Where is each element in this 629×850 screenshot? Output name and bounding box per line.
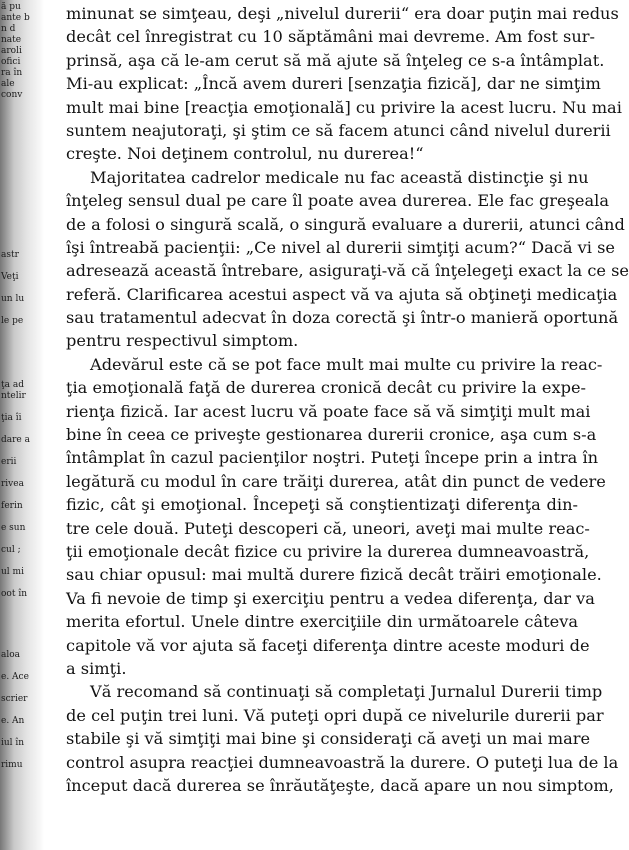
gutter-text-line: erii — [1, 457, 17, 467]
gutter-text-line: ferin — [1, 501, 23, 511]
text-line: capitole vă vor ajuta să faceţi diferenţa dintre aceste moduri de — [66, 635, 590, 655]
text-line: control asupra reacţiei dumneavoastră la durere. O puteţi lua de la — [66, 752, 619, 772]
gutter-text-line: Veţi — [1, 272, 19, 282]
gutter-text-fragment — [1, 250, 27, 327]
text-line: tre cele două. Puteţi descoperi că, uneori, aveţi mai multe reac- — [66, 518, 590, 538]
gutter-text-line: ul mi — [1, 567, 24, 577]
gutter-text-line: ţia îi — [1, 413, 22, 423]
gutter-text-line — [1, 261, 27, 272]
text-line: suntem neajutoraţi, şi ştim ce să facem atunci când nivelul durerii — [66, 120, 611, 140]
gutter-text-fragment — [1, 650, 27, 771]
paragraph — [66, 166, 629, 353]
gutter-text-line: ntelir — [1, 391, 26, 401]
gutter-text-line — [1, 578, 27, 589]
text-line: Vă recomand să continuaţi să completaţi Jurnalul Durerii timp — [90, 682, 603, 702]
text-line: mult mai bine [reacţia emoţională] cu privire la acest lucru. Nu mai — [66, 97, 622, 117]
text-line: înţeleg sensul dual pe care îl poate avea durerea. Ele fac greşeala — [66, 191, 609, 211]
text-line: îşi întreabă pacienţii: „Ce nivel al durerii simţiţi acum?“ Dacă vi se — [66, 237, 616, 257]
text-line: a simţi. — [66, 658, 127, 678]
paragraph — [66, 353, 606, 680]
gutter-text-line: e. An — [1, 716, 25, 726]
gutter-text-line: nate — [1, 35, 22, 45]
text-line: Va fi nevoie de timp şi exerciţiu pentru a vedea diferenţa, dar va — [66, 588, 595, 608]
gutter-text-line: n d — [1, 24, 16, 34]
text-line: început dacă durerea se înrăutăţeşte, dacă apare un nou simptom, — [66, 775, 614, 795]
gutter-text-line: ă pu — [1, 2, 21, 12]
gutter-text-line: e sun — [1, 523, 26, 533]
text-line: stabile şi vă simţiţi mai bine şi consideraţi că aveţi un mai mare — [66, 729, 591, 749]
text-line: minunat se simţeau, deşi „nivelul durerii“ era doar puţin mai redus — [66, 4, 619, 23]
gutter-text-line: cul ; — [1, 545, 21, 555]
gutter-text-line: aroli — [1, 46, 22, 56]
text-line: Adevărul este că se pot face mult mai multe cu privire la reac- — [90, 354, 603, 374]
gutter-text-line — [1, 402, 27, 413]
gutter-text-line: un lu — [1, 294, 25, 304]
gutter-text-fragment — [1, 2, 30, 101]
gutter-text-line: ra în — [1, 68, 23, 78]
text-line: pentru respectivul simptom. — [66, 331, 299, 351]
text-line: bine în ceea ce priveşte gestionarea durerii cronice, aşa cum s-a — [66, 425, 597, 445]
gutter-text-line — [1, 424, 27, 435]
text-line: sau tratamentul adecvat în doza corectă şi într-o manieră oportună — [66, 308, 619, 328]
page-text — [66, 2, 629, 797]
gutter-text-line — [1, 534, 27, 545]
text-line: legătură cu modul în care trăiţi durerea, atât din punct de vedere — [66, 471, 606, 491]
text-line: fizic, cât şi emoţional. Începeţi să conştientizaţi diferenţa din- — [66, 495, 578, 515]
gutter-text-line: aloa — [1, 650, 21, 660]
gutter-text-line: ţa ad — [1, 380, 24, 390]
gutter-text-line: scrier — [1, 694, 28, 704]
text-line: ţii emoţionale decât fizice cu privire la durerea dumneavoastră, — [66, 541, 590, 561]
gutter-text-line — [1, 283, 27, 294]
gutter-text-line — [1, 490, 27, 501]
gutter-text-line: iul în — [1, 738, 25, 748]
text-line: Mi-au explicat: „Încă avem dureri [senzaţia fizică], dar ne simţim — [66, 74, 601, 94]
gutter-text-line: oot în — [1, 589, 27, 599]
text-line: decât cel înregistrat cu 10 săptămâni mai devreme. Am fost sur- — [66, 27, 595, 47]
gutter-text-line: e. Ace — [1, 672, 29, 682]
text-line: adresează această întrebare, asiguraţi-vă că înţelegeţi exact la ce se — [66, 261, 629, 281]
paragraph — [66, 2, 622, 166]
gutter-text-line — [1, 749, 27, 760]
gutter-text-line — [1, 512, 27, 523]
text-line: merita efortul. Unele dintre exerciţiile din următoarele câteva — [66, 612, 578, 632]
text-line: prinsă, aşa că le-am cerut să mă ajute să înţeleg ce s-a întâmplat. — [66, 50, 605, 70]
gutter-text-line: ante b — [1, 13, 30, 23]
text-line: de a folosi o singură scală, o singură evaluare a durerii, atunci când — [66, 214, 625, 234]
text-line: de cel puţin trei luni. Vă puteţi opri după ce nivelurile durerii par — [66, 705, 604, 725]
paragraph — [66, 680, 619, 797]
text-line: sau chiar opusul: mai multă durere fizică decât trăiri emoţionale. — [66, 565, 602, 585]
text-line: Majoritatea cadrelor medicale nu fac această distincţie şi nu — [90, 167, 589, 187]
gutter-text-line: astr — [1, 250, 19, 260]
gutter-text-line: rivea — [1, 479, 24, 489]
gutter-text-line — [1, 727, 27, 738]
gutter-text-line: dare a — [1, 435, 30, 445]
gutter-text-line — [1, 468, 27, 479]
gutter-text-line — [1, 683, 27, 694]
gutter-text-line — [1, 305, 27, 316]
text-line: referă. Clarificarea acestui aspect vă va ajuta să obţineţi medicaţia — [66, 284, 618, 304]
adjacent-page-edge — [0, 0, 44, 850]
gutter-text-line: ofici — [1, 57, 21, 67]
gutter-text-line — [1, 661, 27, 672]
text-line: întâmplat în cazul pacienţilor noştri. Puteţi începe prin a intra în — [66, 448, 599, 468]
gutter-text-line: conv — [1, 90, 23, 100]
gutter-text-fragment — [1, 380, 30, 600]
gutter-text-line: le pe — [1, 316, 24, 326]
text-line: creşte. Noi deţinem controlul, nu durerea!“ — [66, 144, 424, 164]
gutter-text-line — [1, 556, 27, 567]
gutter-text-line: ale — [1, 79, 15, 89]
text-line: ţia emoţională faţă de durerea cronică decât cu privire la expe- — [66, 378, 586, 398]
gutter-text-line: rimu — [1, 760, 23, 770]
text-line: rienţa fizică. Iar acest lucru vă poate face să vă simţiţi mult mai — [66, 401, 591, 421]
gutter-text-line — [1, 705, 27, 716]
gutter-text-line — [1, 446, 27, 457]
